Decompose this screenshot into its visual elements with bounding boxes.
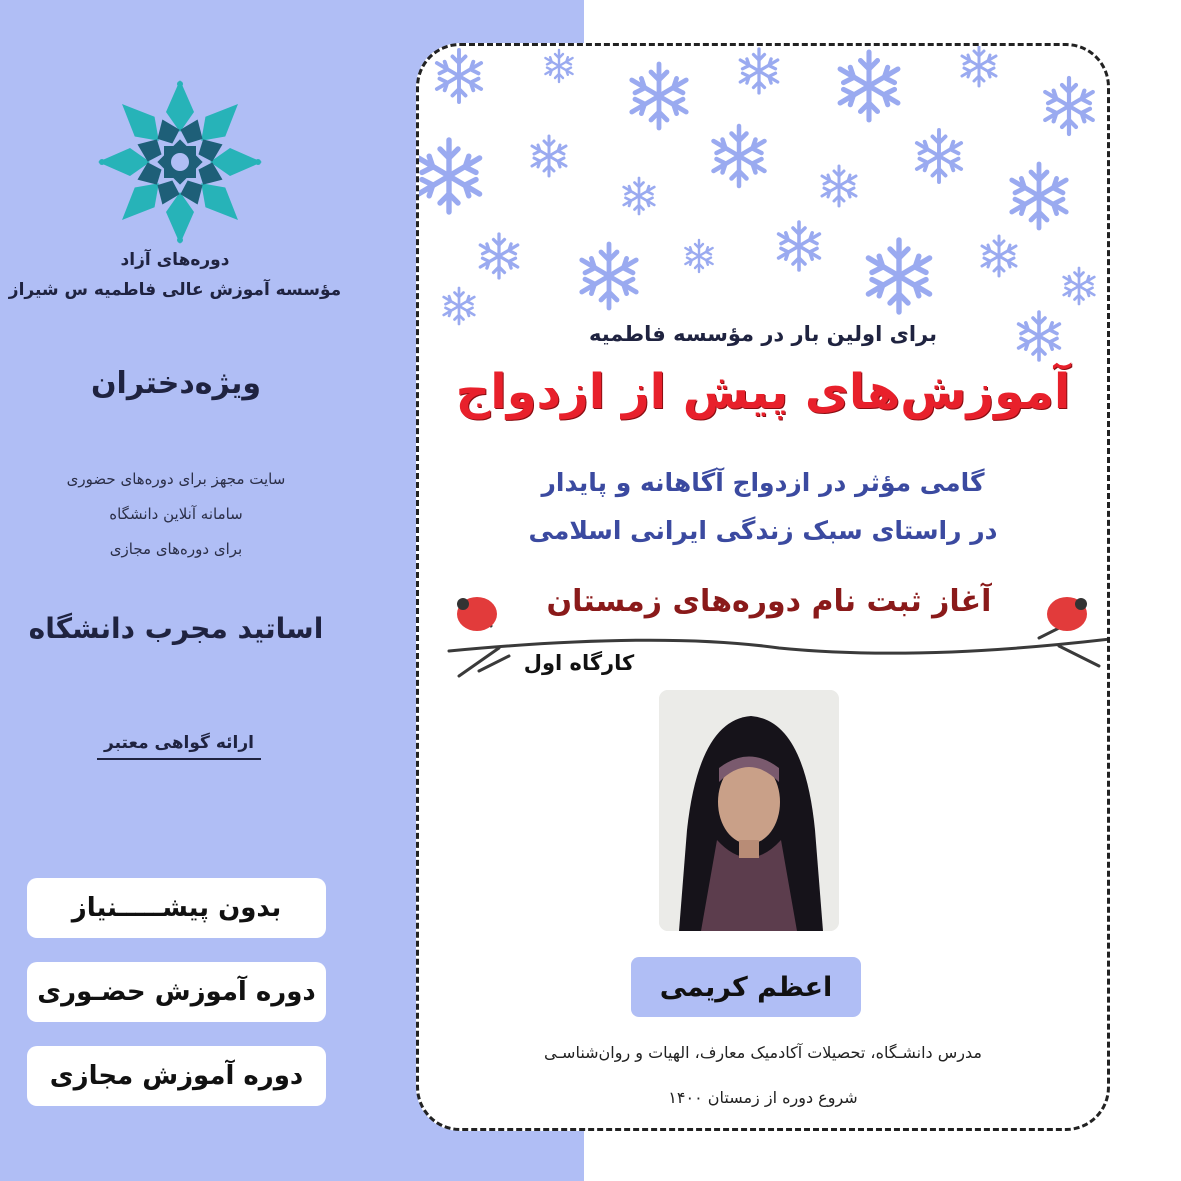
first-time-tagline: برای اولین بار در مؤسسه فاطمیه (588, 322, 937, 346)
in-person-course-pill: دوره آموزش حضـوری (27, 962, 326, 1022)
course-start-date: شروع دوره از زمستان ۱۴۰۰ (668, 1088, 858, 1107)
subtitle-line-1: گامی مؤثر در ازدواج آگاهانه و پایدار (541, 468, 985, 497)
subtitle-line-2: در راستای سبک زندگی ایرانی اسلامی (528, 516, 998, 545)
workshop-label: کارگاه اول (523, 651, 635, 675)
site-line-3: برای دوره‌های مجازی (109, 540, 243, 558)
course-title: آموزش‌های پیش از ازدواج (455, 364, 1071, 420)
no-prerequisite-pill: بدون پیشـــــنیاز (27, 878, 326, 938)
audience-heading: ویژه‌دختران (90, 366, 262, 401)
site-line-2: سامانه آنلاین دانشگاه (109, 505, 243, 523)
site-line-1: سایت مجهز برای دوره‌های حضوری (66, 470, 286, 488)
instructor-bio: مدرس دانشـگاه، تحصیلات آکادمیک معارف، الهیات و روان‌شناسـی (544, 1043, 982, 1062)
institute-line-1: دوره‌های آزاد (120, 250, 230, 270)
institute-line-2: مؤسسه آموزش عالی فاطمیه س شیراز (8, 280, 342, 300)
registration-banner-text: آغاز ثبت نام دوره‌های زمستان (546, 584, 992, 619)
instructor-name: اعظم کریمی (631, 957, 861, 1017)
teachers-heading: اساتید مجرب دانشگاه (28, 612, 324, 645)
instructor-photo (659, 690, 839, 931)
institute-logo (96, 78, 264, 246)
certificate-label: ارائه گواهی معتبر (97, 733, 261, 760)
course-card (416, 43, 1110, 1131)
online-course-pill: دوره آموزش مجازی (27, 1046, 326, 1106)
